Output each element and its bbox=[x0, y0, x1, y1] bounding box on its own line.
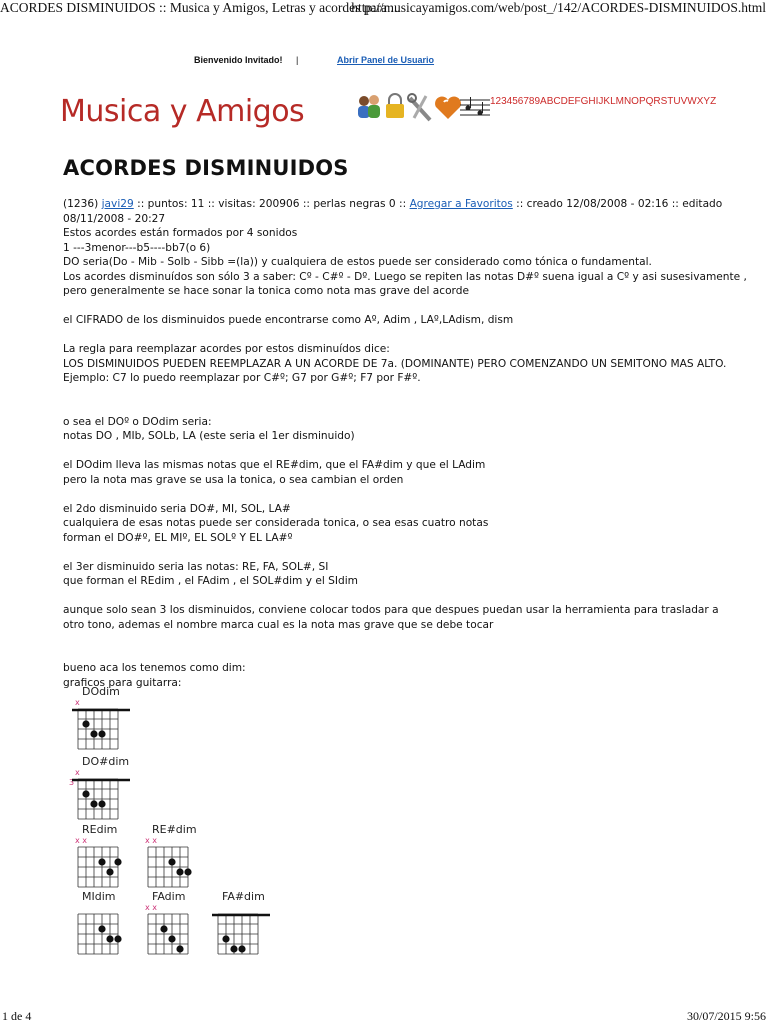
body-line: Los acordes disminuídos son sólo 3 a saber: Cº - C#º - Dº. Luego se repiten las notas D#º suena igual a Cº y asi susesivamente , bbox=[63, 270, 747, 283]
body-line: pero generalmente se hace sonar la tonica como nota mas grave del acorde bbox=[63, 285, 469, 297]
blank-line bbox=[63, 545, 743, 560]
body-line: el CIFRADO de los disminuidos puede encontrarse como Aº, Adim , LAº,LAdism, dism bbox=[63, 314, 514, 326]
finger-dot bbox=[238, 945, 245, 952]
alphabet-index[interactable]: 123456789ABCDEFGHIJKLMNOPQRSTUVWXYZ bbox=[490, 96, 717, 107]
print-timestamp: 30/07/2015 9:56 bbox=[686, 1009, 766, 1023]
author-link[interactable]: javi29 bbox=[101, 198, 134, 210]
finger-dot bbox=[106, 935, 113, 942]
body-line: La regla para reemplazar acordes por estos disminuídos dice: bbox=[63, 343, 390, 355]
blank-line bbox=[63, 589, 743, 604]
body-line: el 2do disminuido seria DO#, MI, SOL, LA# bbox=[63, 502, 291, 515]
blank-line bbox=[63, 400, 743, 415]
finger-dot bbox=[176, 868, 183, 875]
chord-diagram bbox=[78, 890, 122, 954]
article-meta bbox=[63, 197, 743, 212]
add-favorites-link[interactable]: Agregar a Favoritos bbox=[409, 198, 513, 210]
finger-dot bbox=[160, 925, 167, 932]
blank-line bbox=[63, 386, 743, 401]
body-line: notas DO , MIb, SOLb, LA (este seria el 1er disminuido) bbox=[63, 430, 355, 442]
guitar-chord-diagrams bbox=[60, 683, 320, 958]
body-line: DO seria(Do - Mib - Solb - Sibb =(la)) y cualquiera de estos puede ser considerado como tónica o fundamental. bbox=[63, 256, 652, 268]
separator: | bbox=[296, 55, 299, 65]
finger-dot bbox=[98, 730, 105, 737]
finger-dot bbox=[98, 858, 105, 865]
chord-diagram bbox=[212, 890, 270, 954]
chord-name: REdim bbox=[82, 823, 118, 836]
finger-dot bbox=[230, 945, 237, 952]
body-line: aunque solo sean 3 los disminuidos, conviene colocar todos para que despues puedan usar la herramienta para trasladar a bbox=[63, 604, 719, 616]
body-line: cualquiera de esas notas puede ser considerada tonica, o sea esas cuatro notas bbox=[63, 517, 489, 529]
finger-dot bbox=[90, 730, 97, 737]
chord-name: MIdim bbox=[82, 890, 116, 903]
body-line: 1 ---3menor---b5----bb7(o 6) bbox=[63, 241, 211, 254]
body-line: otro tono, ademas el nombre marca cual es la nota mas grave que se debe tocar bbox=[63, 618, 494, 631]
article-title: ACORDES DISMINUIDOS bbox=[63, 156, 349, 180]
finger-dot bbox=[98, 925, 105, 932]
chord-name: RE#dim bbox=[152, 823, 197, 836]
tools-icon[interactable] bbox=[408, 94, 430, 120]
print-header bbox=[0, 0, 768, 18]
body-line: Estos acordes están formados por 4 sonidos bbox=[63, 227, 298, 239]
body-line: LOS DISMINUIDOS PUEDEN REEMPLAZAR A UN ACORDE DE 7a. (DOMINANTE) PERO COMENZANDO UN SEMITONO MAS ALTO. bbox=[63, 357, 727, 370]
print-header-title: ACORDES DISMINUIDOS :: Musica y Amigos, Letras y acordes para ... bbox=[0, 0, 401, 15]
finger-dot bbox=[114, 858, 121, 865]
body-line: Ejemplo: C7 lo puedo reemplazar por C#º; G7 por G#º; F7 por F#º. bbox=[63, 372, 421, 384]
user-panel-link[interactable]: Abrir Panel de Usuario bbox=[337, 55, 435, 65]
finger-dot bbox=[168, 935, 175, 942]
finger-dot bbox=[106, 868, 113, 875]
print-header-url: http://musicayamigos.com/web/post_/142/ACORDES-DISMINUIDOS.html bbox=[351, 0, 766, 15]
top-bar bbox=[0, 55, 768, 69]
chord-diagram bbox=[69, 755, 130, 819]
toolbar-icons bbox=[356, 92, 490, 122]
body-line: pero la nota mas grave se usa la tonica, o sea cambian el orden bbox=[63, 473, 404, 486]
users-icon[interactable] bbox=[358, 95, 380, 118]
body-line: el DOdim lleva las mismas notas que el RE#dim, que el FA#dim y que el LAdim bbox=[63, 459, 486, 471]
page-number: 1 de 4 bbox=[2, 1009, 32, 1023]
finger-dot bbox=[176, 945, 183, 952]
lock-icon[interactable] bbox=[386, 94, 404, 118]
muted-strings: x x bbox=[145, 903, 158, 912]
finger-dot bbox=[82, 790, 89, 797]
fret-label: 3 bbox=[69, 778, 75, 787]
chord-name: DOdim bbox=[82, 685, 120, 698]
body-line: que forman el REdim , el FAdim , el SOL#dim y el SIdim bbox=[63, 575, 358, 587]
muted-strings: x x bbox=[145, 836, 158, 845]
muted-strings: x bbox=[75, 698, 80, 707]
finger-dot bbox=[114, 935, 121, 942]
chord-diagram bbox=[72, 685, 130, 749]
blank-line bbox=[63, 444, 743, 459]
finger-dot bbox=[98, 800, 105, 807]
blank-line bbox=[63, 328, 743, 343]
post-count: (1236) bbox=[63, 198, 99, 210]
body-line: bueno aca los tenemos como dim: bbox=[63, 662, 246, 674]
finger-dot bbox=[82, 720, 89, 727]
body-lines bbox=[63, 226, 747, 690]
chord-diagram bbox=[75, 823, 122, 887]
post-dates: :: creado 12/08/2008 - 02:16 :: editado bbox=[516, 198, 723, 210]
blank-line bbox=[63, 299, 743, 314]
blank-line bbox=[63, 632, 743, 647]
finger-dot bbox=[90, 800, 97, 807]
body-line: graficos para guitarra: bbox=[63, 676, 182, 689]
welcome-text: Bienvenido Invitado! bbox=[194, 55, 283, 65]
blank-line bbox=[63, 487, 743, 502]
heart-icon[interactable] bbox=[435, 97, 461, 119]
finger-dot bbox=[184, 868, 191, 875]
blank-line bbox=[63, 647, 743, 662]
chord-name: FA#dim bbox=[222, 890, 265, 903]
music-score-icon[interactable] bbox=[460, 97, 490, 116]
chord-name: DO#dim bbox=[82, 755, 130, 768]
muted-strings: x x bbox=[75, 836, 88, 845]
finger-dot bbox=[168, 858, 175, 865]
article-body bbox=[63, 197, 747, 690]
post-stats: :: puntos: 11 :: visitas: 200906 :: perlas negras 0 :: bbox=[137, 198, 407, 210]
chord-name: FAdim bbox=[152, 890, 186, 903]
finger-dot bbox=[222, 935, 229, 942]
body-line: el 3er disminuido seria las notas: RE, FA, SOL#, SI bbox=[63, 560, 329, 573]
site-logo[interactable]: Musica y Amigos bbox=[60, 94, 305, 129]
chord-diagram bbox=[145, 890, 188, 954]
body-line: o sea el DOº o DOdim seria: bbox=[63, 415, 212, 428]
edited-date: 08/11/2008 - 20:27 bbox=[63, 212, 166, 225]
body-line: forman el DO#º, EL MIº, EL SOLº Y EL LA#º bbox=[63, 531, 293, 544]
chord-diagram bbox=[145, 823, 197, 887]
muted-strings: x bbox=[75, 768, 80, 777]
